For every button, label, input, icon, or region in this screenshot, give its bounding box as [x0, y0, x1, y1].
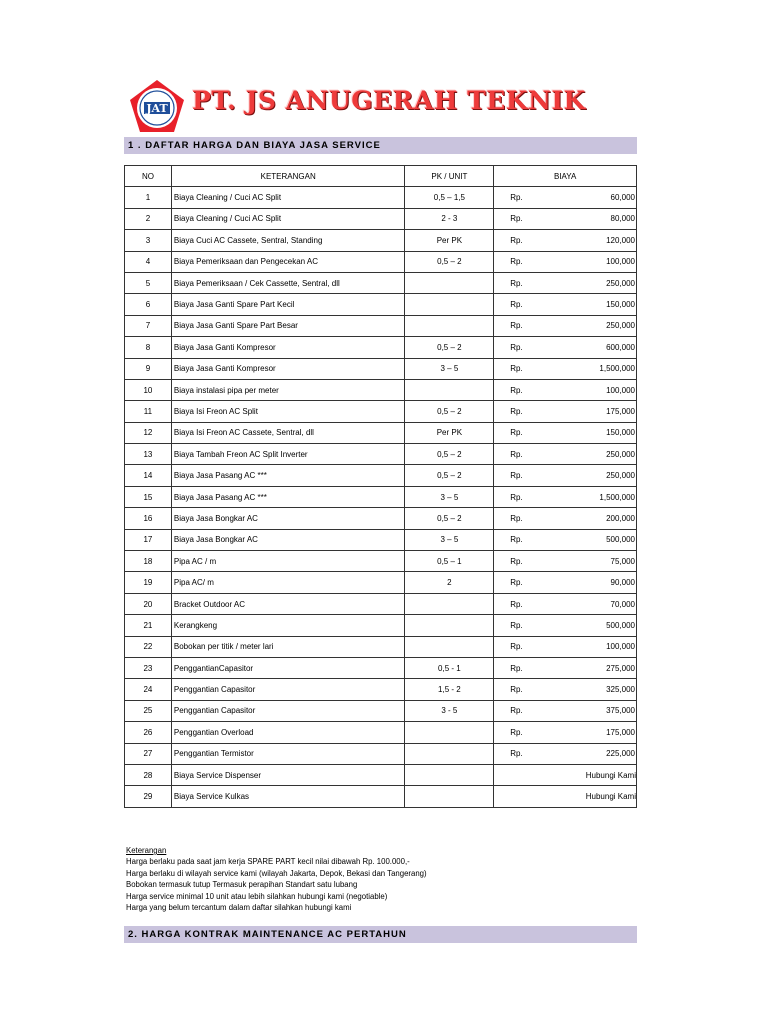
- row-number: 7: [125, 315, 172, 336]
- row-description: Biaya instalasi pipa per meter: [171, 379, 405, 400]
- row-description: Penggantian Overload: [171, 722, 405, 743]
- row-pk-unit: 1,5 - 2: [405, 679, 494, 700]
- currency-label: Rp.: [510, 300, 523, 310]
- row-pk-unit: 0,5 – 1: [405, 551, 494, 572]
- currency-label: Rp.: [510, 406, 523, 416]
- header-keterangan: KETERANGAN: [171, 166, 405, 187]
- cost-amount: 275,000: [606, 663, 635, 673]
- table-row: [125, 572, 637, 593]
- table-row: [125, 358, 637, 379]
- note-line: Harga berlaku di wilayah service kami (wilayah Jakarta, Depok, Bekasi dan Tangerang): [126, 868, 427, 878]
- row-cost: [494, 700, 637, 721]
- row-cost: [494, 208, 637, 229]
- table-row: [125, 486, 637, 507]
- currency-label: Rp.: [510, 513, 523, 523]
- note-line: Harga yang belum tercantum dalam daftar silahkan hubungi kami: [126, 903, 352, 913]
- logo-text: JAT: [146, 102, 168, 115]
- row-cost: [494, 294, 637, 315]
- row-cost: [494, 551, 637, 572]
- row-description: Biaya Isi Freon AC Cassete, Sentral, dll: [171, 422, 405, 443]
- table-row: [125, 401, 637, 422]
- cost-amount: 175,000: [606, 406, 635, 416]
- note-line: Harga berlaku pada saat jam kerja SPARE PART kecil nilai dibawah Rp. 100.000,-: [126, 857, 410, 867]
- row-cost: [494, 401, 637, 422]
- row-description: Biaya Jasa Pasang AC ***: [171, 465, 405, 486]
- cost-amount: 600,000: [606, 342, 635, 352]
- row-pk-unit: [405, 743, 494, 764]
- table-row: [125, 444, 637, 465]
- cost-amount: 70,000: [610, 599, 635, 609]
- row-cost: [494, 358, 637, 379]
- row-number: 23: [125, 657, 172, 678]
- row-pk-unit: 2: [405, 572, 494, 593]
- row-description: Biaya Jasa Bongkar AC: [171, 508, 405, 529]
- row-cost: [494, 679, 637, 700]
- table-row: [125, 508, 637, 529]
- currency-label: Rp.: [510, 578, 523, 588]
- row-pk-unit: 0,5 – 2: [405, 465, 494, 486]
- row-number: 13: [125, 444, 172, 465]
- note-line: Bobokan termasuk tutup Termasuk perapihan Standart satu lubang: [126, 880, 358, 890]
- row-number: 11: [125, 401, 172, 422]
- row-cost: [494, 508, 637, 529]
- row-number: 19: [125, 572, 172, 593]
- currency-label: Rp.: [510, 620, 523, 630]
- row-cost: [494, 444, 637, 465]
- table-row: [125, 529, 637, 550]
- row-description: Penggantian Termistor: [171, 743, 405, 764]
- notes: [126, 845, 427, 913]
- currency-label: Rp.: [510, 193, 523, 203]
- notes-title: Keterangan: [126, 846, 167, 855]
- row-number: 12: [125, 422, 172, 443]
- cost-amount: 60,000: [610, 193, 635, 203]
- table-row: [125, 700, 637, 721]
- row-pk-unit: [405, 593, 494, 614]
- currency-label: Rp.: [510, 235, 523, 245]
- cost-amount: 90,000: [610, 578, 635, 588]
- cost-amount: 100,000: [606, 385, 635, 395]
- row-pk-unit: 3 – 5: [405, 529, 494, 550]
- table-row: [125, 679, 637, 700]
- table-row: [125, 722, 637, 743]
- table-row: [125, 294, 637, 315]
- table-row: [125, 743, 637, 764]
- row-description: Biaya Cleaning / Cuci AC Split: [171, 208, 405, 229]
- row-cost: [494, 187, 637, 208]
- row-pk-unit: [405, 272, 494, 293]
- table-row: [125, 379, 637, 400]
- row-pk-unit: 0,5 – 2: [405, 444, 494, 465]
- currency-label: Rp.: [510, 492, 523, 502]
- row-number: 6: [125, 294, 172, 315]
- row-description: Biaya Tambah Freon AC Split Inverter: [171, 444, 405, 465]
- cost-amount: 250,000: [606, 278, 635, 288]
- price-table: [124, 165, 637, 808]
- cost-amount: 375,000: [606, 706, 635, 716]
- currency-label: Rp.: [510, 663, 523, 673]
- row-cost: [494, 337, 637, 358]
- row-pk-unit: [405, 786, 494, 807]
- row-pk-unit: 0,5 – 2: [405, 401, 494, 422]
- row-cost: [494, 529, 637, 550]
- currency-label: Rp.: [510, 749, 523, 759]
- cost-amount: Hubungi Kami: [585, 770, 636, 780]
- table-body: [125, 187, 637, 807]
- row-pk-unit: [405, 722, 494, 743]
- row-description: Biaya Pemeriksaan dan Pengecekan AC: [171, 251, 405, 272]
- cost-amount: 120,000: [606, 235, 635, 245]
- currency-label: Rp.: [510, 385, 523, 395]
- row-description: Biaya Jasa Ganti Kompresor: [171, 337, 405, 358]
- header-pk-unit: PK / UNIT: [405, 166, 494, 187]
- row-number: 4: [125, 251, 172, 272]
- row-pk-unit: 0,5 – 2: [405, 337, 494, 358]
- header-no: NO: [125, 166, 172, 187]
- cost-amount: 175,000: [606, 727, 635, 737]
- row-cost: [494, 379, 637, 400]
- row-pk-unit: Per PK: [405, 422, 494, 443]
- row-pk-unit: [405, 379, 494, 400]
- cost-amount: Hubungi Kami: [585, 792, 636, 802]
- row-number: 9: [125, 358, 172, 379]
- row-description: Biaya Jasa Bongkar AC: [171, 529, 405, 550]
- row-number: 18: [125, 551, 172, 572]
- row-description: Biaya Service Kulkas: [171, 786, 405, 807]
- cost-amount: 100,000: [606, 642, 635, 652]
- row-pk-unit: 0,5 – 2: [405, 508, 494, 529]
- row-number: 26: [125, 722, 172, 743]
- row-pk-unit: 0,5 – 2: [405, 251, 494, 272]
- table-row: [125, 230, 637, 251]
- cost-amount: 1,500,000: [599, 364, 635, 374]
- row-number: 20: [125, 593, 172, 614]
- cost-amount: 80,000: [610, 214, 635, 224]
- row-number: 16: [125, 508, 172, 529]
- row-description: PenggantianCapasitor: [171, 657, 405, 678]
- row-cost: [494, 572, 637, 593]
- row-pk-unit: Per PK: [405, 230, 494, 251]
- table-row: [125, 615, 637, 636]
- row-description: Pipa AC/ m: [171, 572, 405, 593]
- table-row: [125, 251, 637, 272]
- row-number: 22: [125, 636, 172, 657]
- table-row: [125, 593, 637, 614]
- cost-amount: 250,000: [606, 471, 635, 481]
- cost-amount: 225,000: [606, 749, 635, 759]
- table-row: [125, 337, 637, 358]
- cost-amount: 500,000: [606, 535, 635, 545]
- row-description: Biaya Cuci AC Cassete, Sentral, Standing: [171, 230, 405, 251]
- company-name: PT. JS ANUGERAH TEKNIK: [192, 86, 586, 115]
- row-description: Biaya Cleaning / Cuci AC Split: [171, 187, 405, 208]
- row-pk-unit: [405, 294, 494, 315]
- currency-label: Rp.: [510, 278, 523, 288]
- currency-label: Rp.: [510, 599, 523, 609]
- cost-amount: 100,000: [606, 257, 635, 267]
- row-number: 2: [125, 208, 172, 229]
- currency-label: Rp.: [510, 642, 523, 652]
- currency-label: Rp.: [510, 364, 523, 374]
- currency-label: Rp.: [510, 214, 523, 224]
- row-description: Biaya Jasa Ganti Kompresor: [171, 358, 405, 379]
- currency-label: Rp.: [510, 428, 523, 438]
- row-description: Bracket Outdoor AC: [171, 593, 405, 614]
- table-row: [125, 636, 637, 657]
- row-pk-unit: 0,5 - 1: [405, 657, 494, 678]
- row-description: Biaya Jasa Ganti Spare Part Besar: [171, 315, 405, 336]
- cost-amount: 250,000: [606, 449, 635, 459]
- table-row: [125, 208, 637, 229]
- cost-amount: 250,000: [606, 321, 635, 331]
- section-2-title: 2. HARGA KONTRAK MAINTENANCE AC PERTAHUN: [124, 926, 637, 943]
- section-1-title: 1 . DAFTAR HARGA DAN BIAYA JASA SERVICE: [124, 137, 637, 154]
- cost-amount: 1,500,000: [599, 492, 635, 502]
- row-number: 29: [125, 786, 172, 807]
- row-cost: [494, 315, 637, 336]
- row-number: 5: [125, 272, 172, 293]
- row-cost: [494, 722, 637, 743]
- currency-label: Rp.: [510, 556, 523, 566]
- row-cost: [494, 636, 637, 657]
- row-pk-unit: [405, 764, 494, 785]
- row-number: 24: [125, 679, 172, 700]
- table-row: [125, 272, 637, 293]
- row-description: Biaya Isi Freon AC Split: [171, 401, 405, 422]
- currency-label: Rp.: [510, 257, 523, 267]
- currency-label: Rp.: [510, 727, 523, 737]
- table-row: [125, 422, 637, 443]
- row-pk-unit: [405, 315, 494, 336]
- row-pk-unit: 2 - 3: [405, 208, 494, 229]
- table-row: [125, 465, 637, 486]
- currency-label: Rp.: [510, 535, 523, 545]
- row-cost: [494, 615, 637, 636]
- table-row: [125, 786, 637, 807]
- row-cost: [494, 593, 637, 614]
- row-cost: [494, 465, 637, 486]
- currency-label: Rp.: [510, 449, 523, 459]
- row-number: 27: [125, 743, 172, 764]
- header-biaya: BIAYA: [494, 166, 637, 187]
- cost-amount: 200,000: [606, 513, 635, 523]
- row-pk-unit: [405, 615, 494, 636]
- row-number: 28: [125, 764, 172, 785]
- row-number: 3: [125, 230, 172, 251]
- row-pk-unit: [405, 636, 494, 657]
- currency-label: Rp.: [510, 342, 523, 352]
- row-pk-unit: 3 – 5: [405, 358, 494, 379]
- row-pk-unit: 3 - 5: [405, 700, 494, 721]
- row-number: 10: [125, 379, 172, 400]
- table-row: [125, 315, 637, 336]
- row-cost: [494, 272, 637, 293]
- row-cost: [494, 230, 637, 251]
- cost-amount: 150,000: [606, 300, 635, 310]
- row-pk-unit: 0,5 – 1,5: [405, 187, 494, 208]
- company-logo: [127, 78, 187, 134]
- row-number: 17: [125, 529, 172, 550]
- table-row: [125, 764, 637, 785]
- row-description: Bobokan per titik / meter lari: [171, 636, 405, 657]
- currency-label: Rp.: [510, 706, 523, 716]
- row-number: 15: [125, 486, 172, 507]
- row-number: 25: [125, 700, 172, 721]
- row-cost: [494, 251, 637, 272]
- note-line: Harga service minimal 10 unit atau lebih silahkan hubungi kami (negotiable): [126, 891, 388, 901]
- row-cost: [494, 764, 637, 785]
- currency-label: Rp.: [510, 321, 523, 331]
- row-number: 1: [125, 187, 172, 208]
- row-description: Biaya Pemeriksaan / Cek Cassette, Sentral, dll: [171, 272, 405, 293]
- row-cost: [494, 422, 637, 443]
- table-header-row: [125, 166, 637, 187]
- table-row: [125, 187, 637, 208]
- row-cost: [494, 786, 637, 807]
- row-description: Biaya Jasa Ganti Spare Part Kecil: [171, 294, 405, 315]
- row-description: Penggantian Capasitor: [171, 700, 405, 721]
- table-row: [125, 657, 637, 678]
- row-number: 8: [125, 337, 172, 358]
- cost-amount: 500,000: [606, 620, 635, 630]
- row-number: 14: [125, 465, 172, 486]
- row-description: Penggantian Capasitor: [171, 679, 405, 700]
- cost-amount: 150,000: [606, 428, 635, 438]
- row-cost: [494, 486, 637, 507]
- row-pk-unit: 3 – 5: [405, 486, 494, 507]
- row-description: Kerangkeng: [171, 615, 405, 636]
- row-description: Pipa AC / m: [171, 551, 405, 572]
- row-number: 21: [125, 615, 172, 636]
- row-description: Biaya Service Dispenser: [171, 764, 405, 785]
- row-description: Biaya Jasa Pasang AC ***: [171, 486, 405, 507]
- currency-label: Rp.: [510, 471, 523, 481]
- row-cost: [494, 657, 637, 678]
- cost-amount: 75,000: [610, 556, 635, 566]
- currency-label: Rp.: [510, 685, 523, 695]
- table-row: [125, 551, 637, 572]
- cost-amount: 325,000: [606, 685, 635, 695]
- row-cost: [494, 743, 637, 764]
